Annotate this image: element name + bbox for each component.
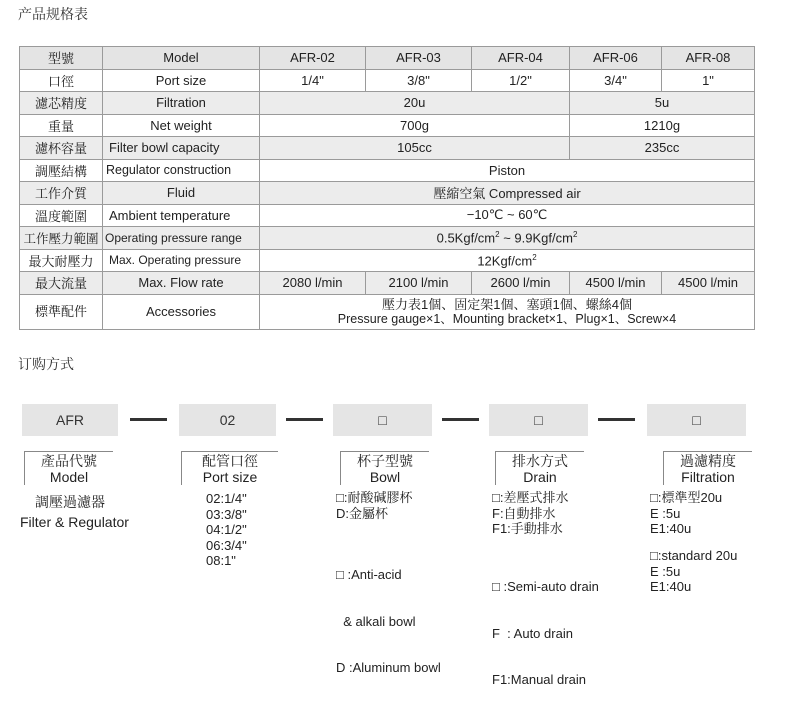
flow-cell: 2100 l/min bbox=[366, 272, 472, 295]
spec-section-title: 产品规格表 bbox=[18, 6, 88, 22]
bowl-options-en bbox=[336, 536, 441, 691]
model-cell: AFR-04 bbox=[472, 47, 570, 70]
spec-row-port bbox=[20, 69, 755, 92]
pressure-unit-exp: 2 bbox=[572, 230, 578, 240]
label-cn: 杯子型號 bbox=[357, 453, 413, 469]
accessories-line-cn: 壓力表1個、固定架1個、塞頭1個、螺絲4個 bbox=[382, 296, 632, 312]
spec-row-max-pressure bbox=[20, 249, 755, 272]
filtration-option: E1:40u bbox=[650, 579, 692, 594]
pressure-max: ~ 9.9Kgf/cm bbox=[499, 230, 573, 246]
label-en: Drain bbox=[523, 469, 557, 485]
row-label-en: Accessories bbox=[103, 294, 260, 329]
port-cell: 1/2" bbox=[472, 69, 570, 92]
flow-cell: 2600 l/min bbox=[472, 272, 570, 295]
spec-row-model bbox=[20, 47, 755, 70]
label-filtration bbox=[663, 451, 752, 485]
port-options bbox=[206, 491, 247, 569]
row-label-cn: 調壓結構 bbox=[20, 159, 103, 182]
pressure-value bbox=[260, 227, 755, 250]
label-en: Model bbox=[49, 469, 89, 485]
row-label-cn: 工作壓力範圍 bbox=[20, 227, 103, 250]
row-label-cn: 重量 bbox=[20, 114, 103, 137]
row-label-cn: 口徑 bbox=[20, 69, 103, 92]
spec-row-accessories bbox=[20, 294, 755, 329]
max-pressure-value bbox=[260, 249, 755, 272]
spec-table bbox=[19, 46, 755, 330]
accessories-line-en: Pressure gauge×1、Mounting bracket×1、Plug×1、Screw×4 bbox=[337, 311, 677, 326]
port-option: 08:1" bbox=[206, 553, 236, 568]
label-port-size bbox=[181, 451, 278, 485]
filtration-options-cn bbox=[650, 490, 722, 537]
port-cell: 1" bbox=[662, 69, 755, 92]
drain-option: F:自動排水 bbox=[492, 505, 556, 521]
spec-row-weight bbox=[20, 114, 755, 137]
label-model bbox=[24, 451, 113, 485]
bowl-option: D:金屬杯 bbox=[336, 505, 389, 521]
row-label-cn: 最大耐壓力 bbox=[20, 249, 103, 272]
filtration-options-en bbox=[650, 548, 737, 595]
label-en: Filtration bbox=[681, 469, 735, 485]
model-cell: AFR-06 bbox=[570, 47, 662, 70]
code-box-bowl: □ bbox=[333, 404, 432, 436]
weight-value: 700g bbox=[260, 114, 570, 137]
row-label-cn: 工作介質 bbox=[20, 182, 103, 205]
label-cn: 過濾精度 bbox=[680, 453, 736, 469]
label-cn: 排水方式 bbox=[512, 453, 568, 469]
label-en: Port size bbox=[202, 469, 258, 485]
row-label-en: Filter bowl capacity bbox=[103, 137, 260, 160]
filtration-option: E :5u bbox=[650, 563, 681, 579]
row-label-en: Fluid bbox=[103, 182, 260, 205]
row-label-cn: 標準配件 bbox=[20, 294, 103, 329]
order-section-title: 订购方式 bbox=[18, 356, 74, 372]
row-label-en: Regulator construction bbox=[103, 159, 260, 182]
bowl-value: 235cc bbox=[570, 137, 755, 160]
filtration-option: E :5u bbox=[650, 505, 681, 521]
fluid-value: 壓縮空氣 Compressed air bbox=[260, 182, 755, 205]
code-box-port: 02 bbox=[179, 404, 276, 436]
label-drain bbox=[495, 451, 584, 485]
row-label-en: Port size bbox=[103, 69, 260, 92]
flow-cell: 2080 l/min bbox=[260, 272, 366, 295]
model-cell: AFR-02 bbox=[260, 47, 366, 70]
spec-row-temperature bbox=[20, 204, 755, 227]
spec-row-regulator bbox=[20, 159, 755, 182]
drain-option: F1:Manual drain bbox=[492, 672, 586, 687]
bowl-option: □:耐酸碱膠杯 bbox=[336, 490, 413, 505]
model-desc-en: Filter & Regulator bbox=[20, 514, 129, 530]
row-label-en: Max. Flow rate bbox=[103, 272, 260, 295]
max-pressure-number: 12Kgf/cm bbox=[477, 252, 533, 268]
code-box-drain: □ bbox=[489, 404, 588, 436]
filtration-option: □:標準型20u bbox=[650, 490, 723, 505]
port-option: 03:3/8" bbox=[206, 506, 247, 522]
spec-row-filtration bbox=[20, 92, 755, 115]
model-cell: AFR-08 bbox=[662, 47, 755, 70]
weight-value: 1210g bbox=[570, 114, 755, 137]
row-label-en: Filtration bbox=[103, 92, 260, 115]
bowl-value: 105cc bbox=[260, 137, 570, 160]
code-separator bbox=[598, 418, 635, 421]
port-cell: 3/4" bbox=[570, 69, 662, 92]
code-separator bbox=[130, 418, 167, 421]
drain-option: □:差壓式排水 bbox=[492, 490, 569, 505]
code-box-filtration: □ bbox=[647, 404, 746, 436]
drain-options-cn bbox=[492, 490, 568, 537]
port-option: 04:1/2" bbox=[206, 522, 247, 537]
flow-cell: 4500 l/min bbox=[570, 272, 662, 295]
model-desc-cn: 調壓過濾器 bbox=[35, 494, 105, 510]
spec-row-flow bbox=[20, 272, 755, 295]
code-separator bbox=[442, 418, 479, 421]
row-label-cn: 濾芯精度 bbox=[20, 92, 103, 115]
accessories-value bbox=[260, 294, 755, 329]
spec-row-bowl bbox=[20, 137, 755, 160]
port-option: 06:3/4" bbox=[206, 537, 247, 553]
filtration-option: E1:40u bbox=[650, 521, 692, 536]
filtration-value: 20u bbox=[260, 92, 570, 115]
spec-row-fluid bbox=[20, 182, 755, 205]
row-label-cn: 型號 bbox=[20, 47, 103, 70]
pressure-unit-exp: 2 bbox=[495, 230, 500, 240]
code-box-model: AFR bbox=[22, 404, 118, 436]
row-label-en: Model bbox=[103, 47, 260, 70]
code-separator bbox=[286, 418, 323, 421]
label-bowl bbox=[340, 451, 429, 485]
port-option: 02:1/4" bbox=[206, 491, 247, 506]
drain-option: F1:手動排水 bbox=[492, 521, 563, 536]
bowl-option: D :Aluminum bowl bbox=[336, 660, 441, 675]
drain-option: □ :Semi-auto drain bbox=[492, 579, 599, 594]
bowl-options-cn bbox=[336, 490, 412, 521]
temperature-value: −10℃ ~ 60℃ bbox=[260, 204, 755, 227]
row-label-en: Ambient temperature bbox=[103, 204, 260, 227]
regulator-value: Piston bbox=[260, 159, 755, 182]
model-description bbox=[20, 492, 129, 532]
bowl-option: & alkali bowl bbox=[336, 613, 416, 629]
max-pressure-unit-exp: 2 bbox=[532, 252, 537, 262]
bowl-option: □ :Anti-acid bbox=[336, 567, 402, 582]
port-cell: 1/4" bbox=[260, 69, 366, 92]
label-cn: 配管口徑 bbox=[202, 453, 258, 469]
row-label-en: Net weight bbox=[103, 114, 260, 137]
filtration-option: □:standard 20u bbox=[650, 548, 738, 563]
spec-row-pressure bbox=[20, 227, 755, 250]
row-label-en: Operating pressure range bbox=[103, 227, 260, 250]
pressure-min: 0.5Kgf/cm bbox=[436, 230, 496, 246]
label-cn: 產品代號 bbox=[41, 453, 97, 469]
label-en: Bowl bbox=[369, 469, 401, 485]
row-label-en: Max. Operating pressure bbox=[103, 249, 260, 272]
port-cell: 3/8" bbox=[366, 69, 472, 92]
model-cell: AFR-03 bbox=[366, 47, 472, 70]
row-label-cn: 最大流量 bbox=[20, 272, 103, 295]
row-label-cn: 溫度範圍 bbox=[20, 204, 103, 227]
row-label-cn: 濾杯容量 bbox=[20, 137, 103, 160]
drain-option: F : Auto drain bbox=[492, 625, 573, 641]
flow-cell: 4500 l/min bbox=[662, 272, 755, 295]
drain-options-en bbox=[492, 548, 599, 703]
filtration-value: 5u bbox=[570, 92, 755, 115]
